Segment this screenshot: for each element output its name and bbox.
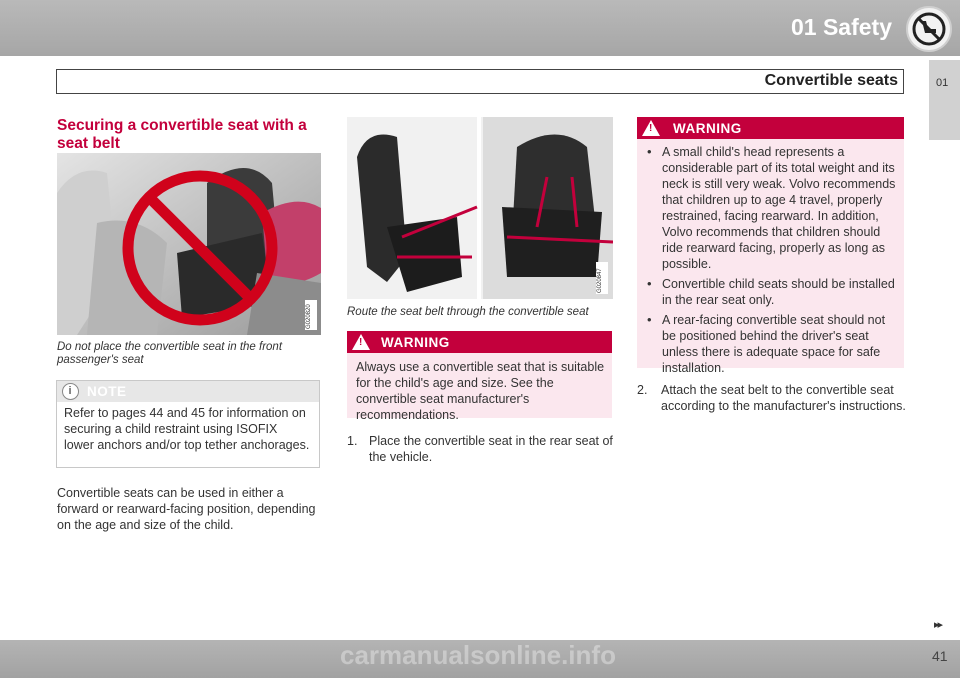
step-number: 1. [347,434,358,448]
next-page-arrows[interactable]: ▸▸ [934,619,942,631]
watermark: carmanualsonline.info [340,640,616,670]
front-seat-prohibited-photo [57,153,321,335]
info-icon: i [62,383,79,400]
intro-paragraph: Convertible seats can be used in either a forward or rearward-facing position, depending on the age and size of the child. [57,486,316,532]
warning-item: • A small child's head represents a considerable part of its total weight and its neck is still very weak. Volvo recommends that children up to age 4 travel, properly restrained, facing rearward. In addition, Volvo recommends that children should ride rearward facing, properly as long as possible. [645,144,899,272]
page-number: 41 [932,648,948,664]
seat-belt-routing-photo [347,117,613,299]
step-text: Attach the seat belt to the convertible seat according to the manufacturer's instructions. [661,383,906,413]
figure-caption: Route the seat belt through the convertible seat [347,306,589,318]
figure-code: G020820 [306,304,312,329]
warning-text: Always use a convertible seat that is suitable for the child's age and size. See the convertible seat manufacturer's recommendations. [356,360,605,422]
step-2 [637,382,907,414]
chapter-title: 01 Safety [790,14,892,40]
warning-label: WARNING [381,335,450,350]
warning-exclamation: ! [649,123,653,134]
chapter-side-tab-label: 01 [936,77,949,89]
chapter-side-tab[interactable] [929,60,960,140]
note-label: NOTE [87,384,127,399]
section-heading: Securing a convertible seat with a seat belt [57,117,307,152]
step-number: 2. [637,383,648,397]
no-seat-icon [906,6,952,52]
figure-code: G020847 [597,268,603,293]
warning-label: WARNING [673,121,742,136]
warning-item: • Convertible child seats should be installed in the rear seat only. [645,276,899,308]
step-1 [347,433,613,465]
section-title: Convertible seats [764,72,898,89]
figure-caption: Do not place the convertible seat in the front passenger's seat [57,341,283,366]
figure-code-box [596,262,608,294]
warning-list [645,144,899,380]
warning-item: • A rear-facing convertible seat should not be positioned behind the driver's seat unless there is adequate space for safe installation. [645,312,899,376]
note-text: Refer to pages 44 and 45 for information on securing a child restraint using ISOFIX lower anchors and/or top tether anchorages. [64,406,310,452]
warning-exclamation: ! [359,337,363,348]
step-text: Place the convertible seat in the rear seat of the vehicle. [369,434,613,464]
figure-code-box [305,300,317,330]
